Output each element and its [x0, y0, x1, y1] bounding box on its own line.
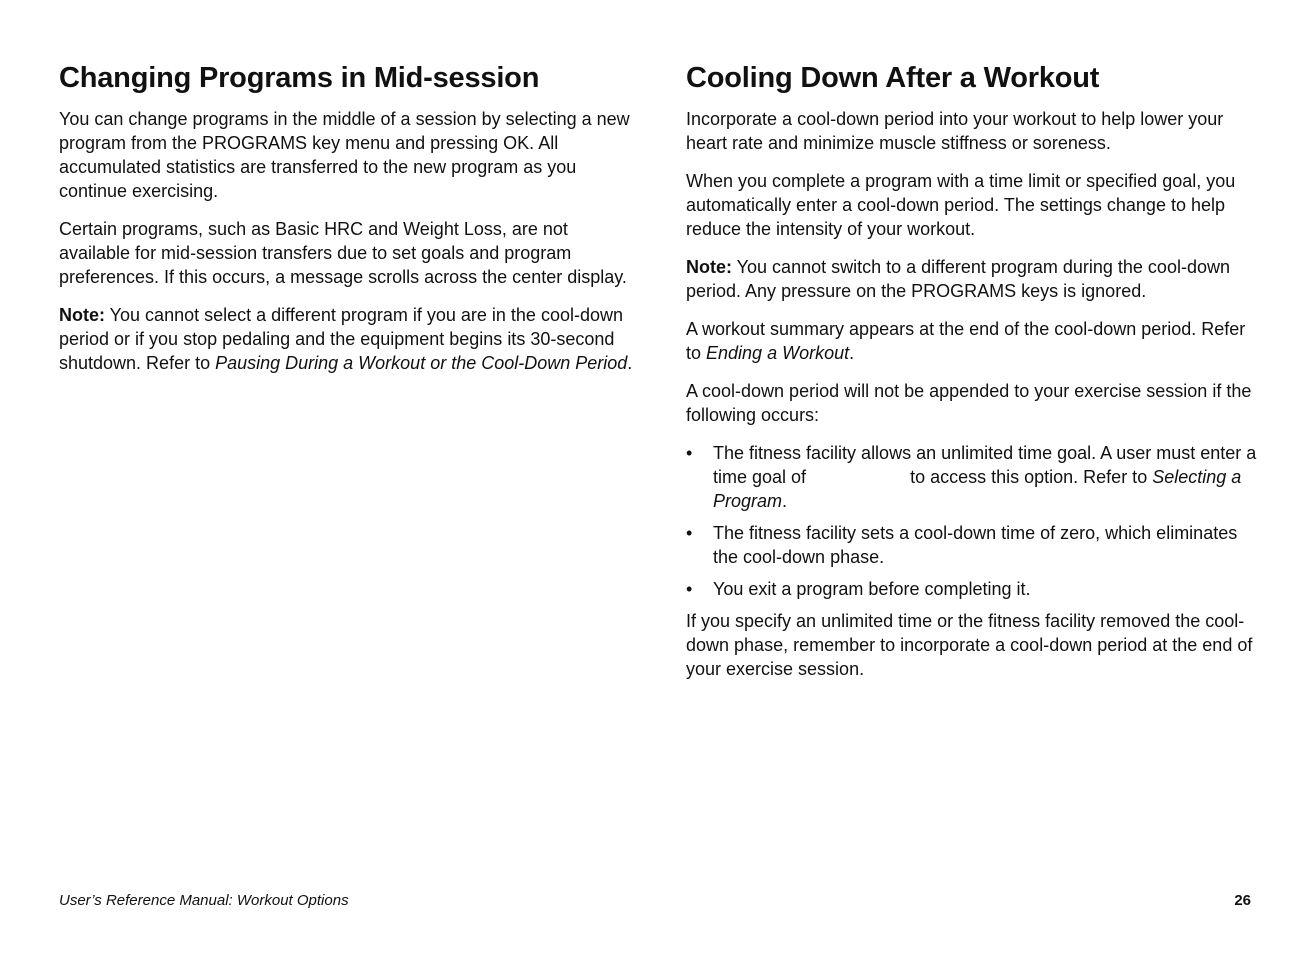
sentence-end: . [627, 353, 633, 373]
note-paragraph [686, 255, 1261, 303]
bullet-list [686, 441, 1261, 601]
list-item: • The fitness facility sets a cool-down time of zero, which eliminates the cool-down phase. [686, 523, 1238, 567]
cross-reference-link[interactable]: Ending a Workout [706, 343, 850, 363]
paragraph: When you complete a program with a time limit or specified goal, you automatically enter a cool-down period. The settings change to help reduce the intensity of your workout. [686, 171, 1236, 239]
section-heading-cooling-down: Cooling Down After a Workout [686, 62, 1100, 94]
paragraph: You can change programs in the middle of a session by selecting a new program from the PROGRAMS key menu and pressing OK. All accumulated statistics are transferred to the new program as you continue exercising. [59, 109, 630, 201]
note-text: You cannot select a different program if you are in the cool-down period or if you stop pedaling and the equipment begins its 30-second shutdown. Refer to [59, 305, 623, 373]
note-text: You cannot switch to a different program during the cool-down period. Any pressure on the PROGRAMS keys is ignored. [686, 257, 1230, 301]
list-item: • The fitness facility allows an unlimited time goal. A user must enter a time goal of to access this option. Refer to Selecting a Program. [686, 443, 1257, 511]
note-label: Note: [686, 257, 732, 277]
bullet-icon: • [686, 523, 693, 543]
list-item: • You exit a program before completing it. [686, 579, 1031, 599]
bullet-icon: • [686, 443, 693, 463]
bullet-icon: • [686, 579, 693, 599]
cross-reference-link[interactable]: Selecting a Program [713, 467, 1242, 511]
footer-title: User’s Reference Manual: Workout Options [59, 892, 349, 909]
page-number: 26 [1234, 892, 1251, 909]
note-paragraph [59, 303, 634, 375]
section-heading-mid-session: Changing Programs in Mid-session [59, 62, 540, 94]
right-column [686, 58, 1261, 695]
paragraph: If you specify an unlimited time or the fitness facility removed the cool-down phase, remember to incorporate a cool-down period at the end of your exercise session. [686, 611, 1253, 679]
paragraph: A cool-down period will not be appended to your exercise session if the following occurs: [686, 381, 1252, 425]
left-column [59, 58, 634, 389]
paragraph: A workout summary appears at the end of the cool-down period. Refer to Ending a Workout. [686, 319, 1246, 363]
note-label: Note: [59, 305, 105, 325]
paragraph: Incorporate a cool-down period into your workout to help lower your heart rate and minimize muscle stiffness or soreness. [686, 109, 1224, 153]
cross-reference-link[interactable]: Pausing During a Workout or the Cool-Down Period [215, 353, 628, 373]
paragraph: Certain programs, such as Basic HRC and Weight Loss, are not available for mid-session transfers due to set goals and program preferences. If this occurs, a message scrolls across the center display. [59, 219, 627, 287]
